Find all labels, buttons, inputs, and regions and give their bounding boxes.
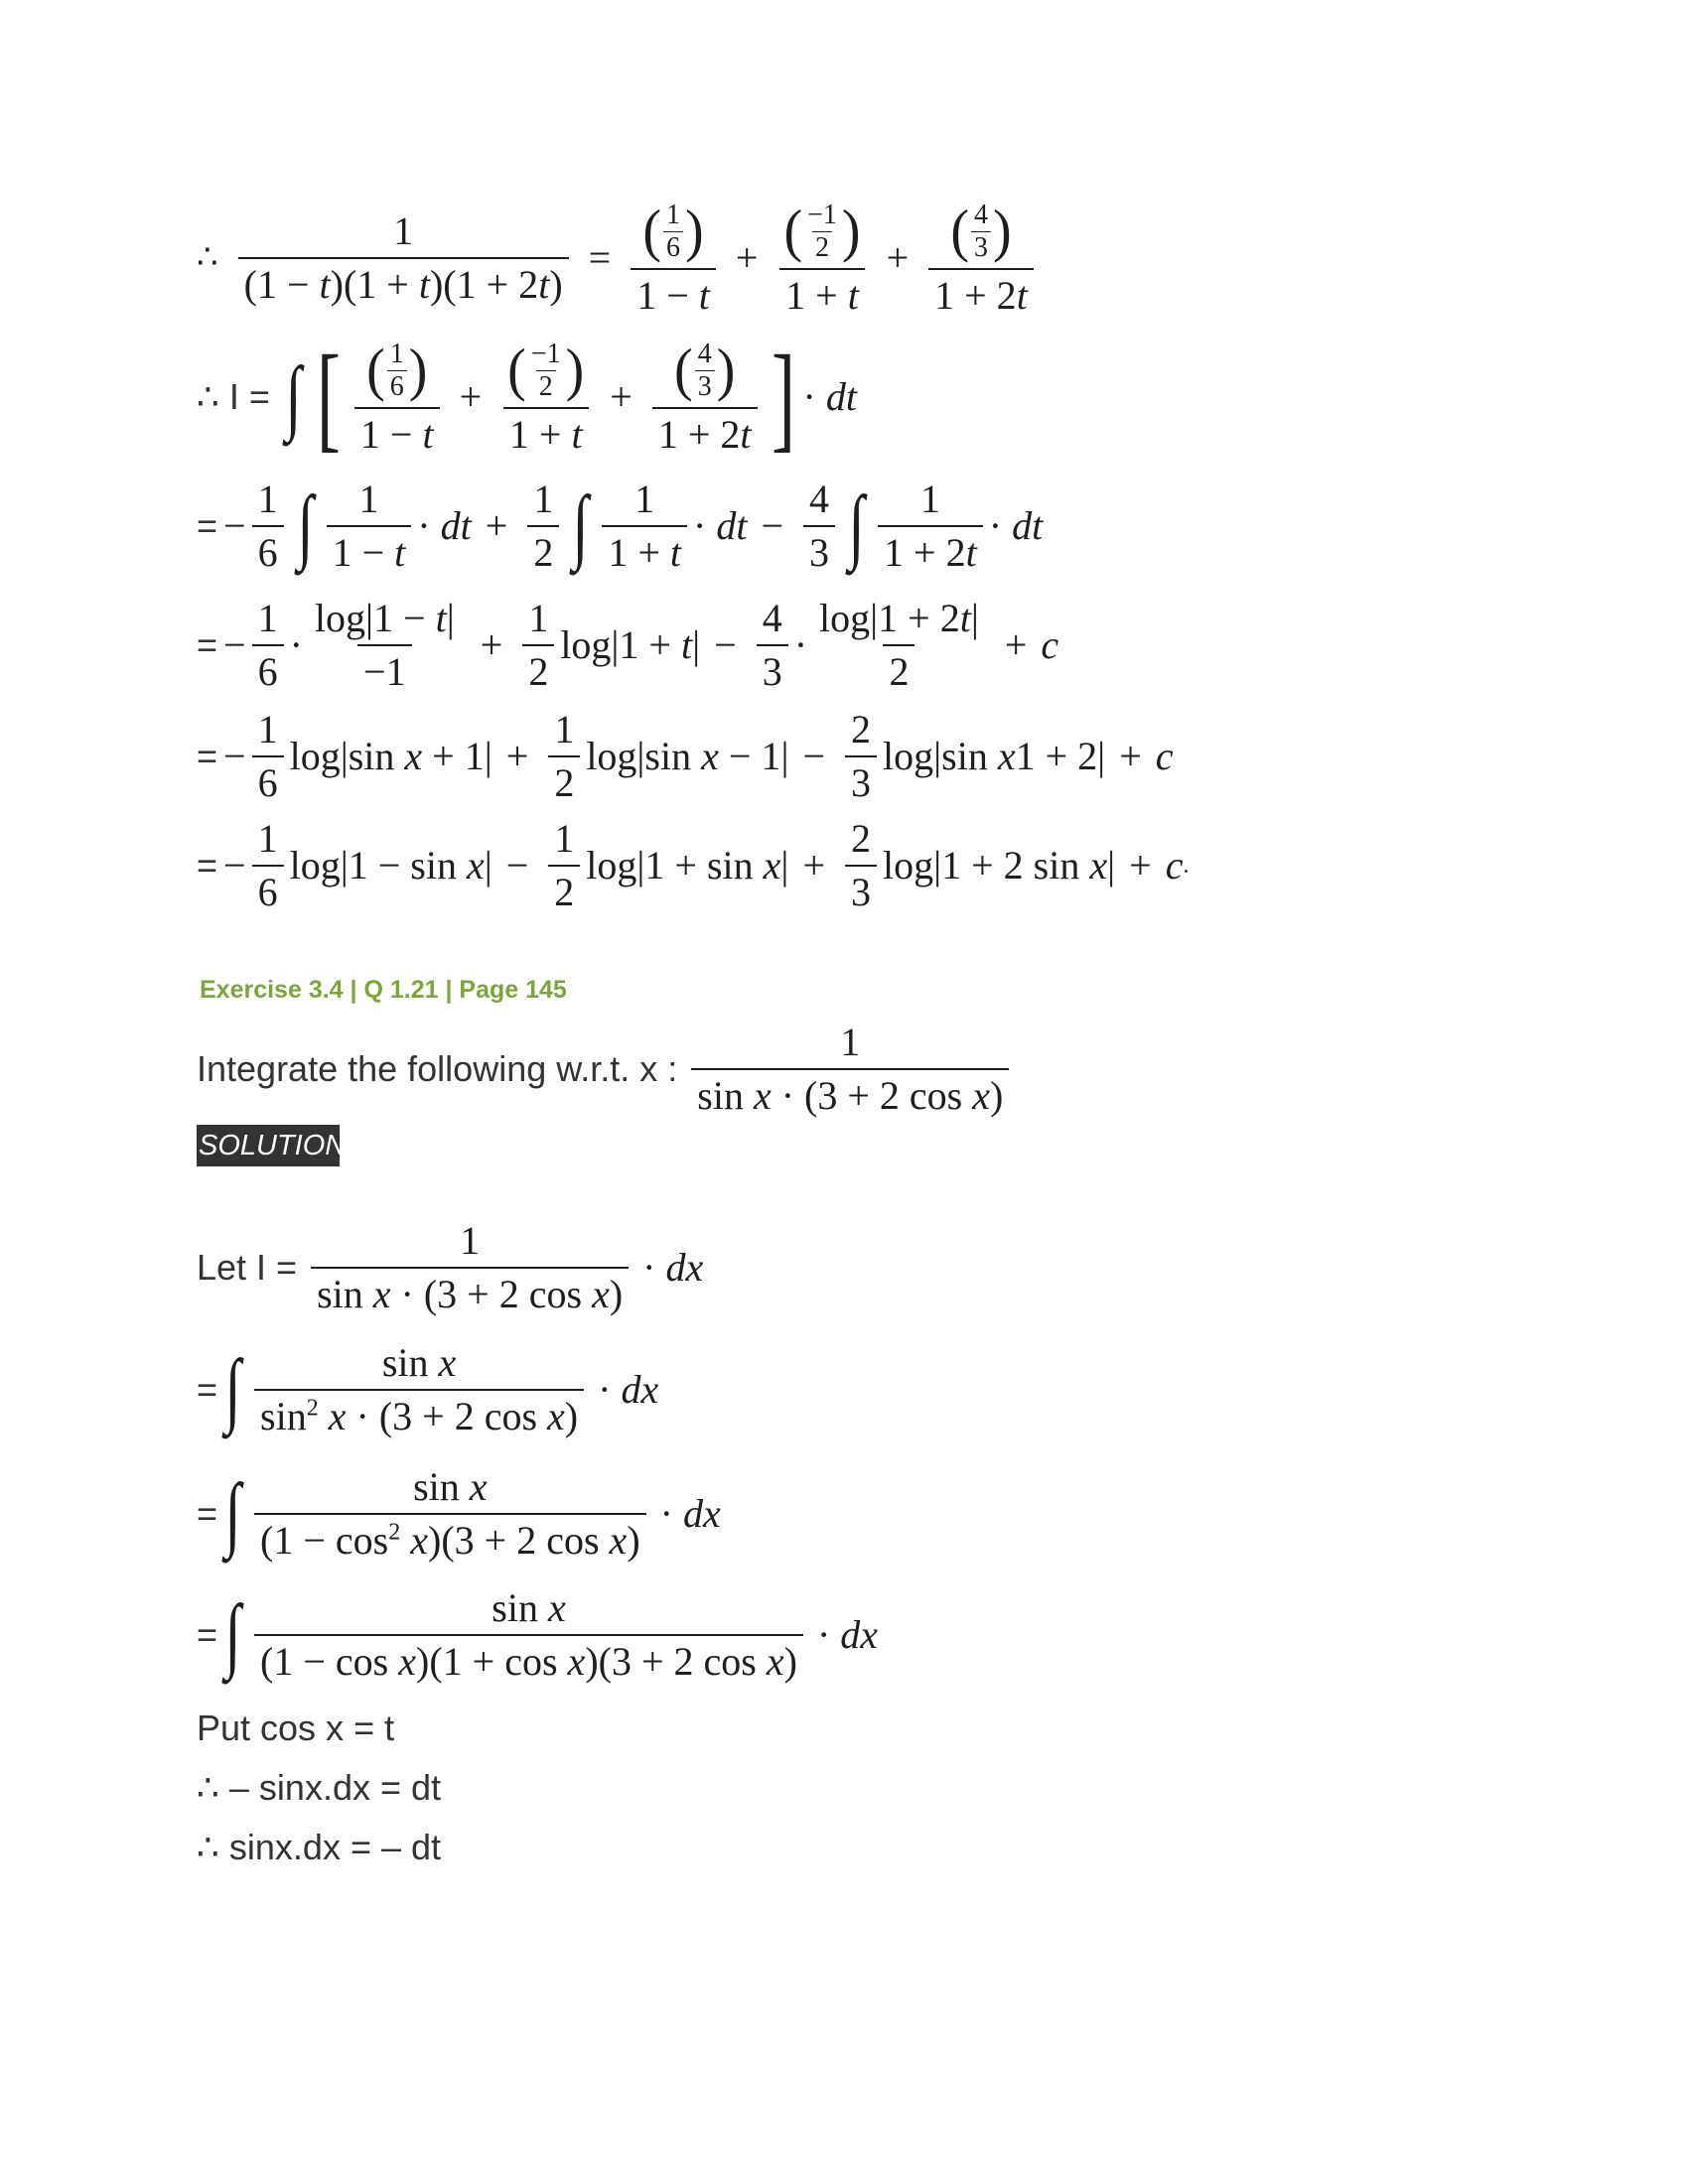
question-line <box>197 1015 1015 1124</box>
split-integrals-line: = − $\frac{1}{6}$ ∫ $\frac{1}{1 - t}$ · dt + $\frac{1}{2}$ ∫ $\frac{1}{1 + t}$ · dt − $\frac{4}{3}$ ∫ $\frac{1}{1 + 2t}$ · dt <box>197 477 1044 575</box>
therefore-symbol: ∴ <box>197 239 218 276</box>
sign-flip-line: ∴ sinx.dx = – dt <box>197 1827 442 1867</box>
integral-step-1: = ∫ $\frac{\text{sin x}}{\sin^2 x \cdot (3 + 2 \cos x)}$ · dx <box>197 1340 659 1438</box>
let-prefix: Let I = <box>197 1247 298 1288</box>
integral-step-3: = ∫ $\frac{\text{sin x}}{\text{(1 − cos x)(1 + cos x)(3 + 2 cos x)}}$ · dx <box>197 1585 879 1684</box>
therefore-I-label: ∴ I = <box>197 376 270 417</box>
log-terms-t-line: = − $\frac{1}{6}$ · $\frac{\log|1 - t|}{-1}$ + $\frac{1}{2}$ log|1 + t| − $\frac{4}{3}$ · $\frac{\log|1 + 2t|}{2}$ + c <box>197 596 1059 694</box>
integral-step-2: = ∫ $\frac{\text{sin x}}{(1 - \cos^2 x)(3 + 2 \cos x)}$ · dx <box>197 1464 721 1563</box>
derivative-line: ∴ – sinx.dx = dt <box>197 1767 442 1808</box>
exercise-heading: Exercise 3.4 | Q 1.21 | Page 145 <box>200 976 567 1004</box>
lhs-fraction: $\frac{1}{(1 - t)(1 + t)(1 + 2t)}$ <box>238 211 569 305</box>
question-prefix: Integrate the following w.r.t. x : <box>197 1048 678 1089</box>
final-answer-line: = − $\frac{1}{6}$ log|1 − sin x| − $\frac{1}{2}$ log|1 + sin x| + $\frac{2}{3}$ log|1 + 2 sin x| + c . <box>197 816 1190 914</box>
solution-label: SOLUTION <box>197 1125 340 1166</box>
term-minus-half: ( −1 2 ) 1 + t <box>777 202 866 316</box>
integral-bracket-equation: ∴ I = ∫ [ ( 1 6 ) 1 − t + ( −1 2 ) 1 + t + ( 4 3 ) 1 + 2t ] · dt <box>197 331 857 463</box>
substitution-line: Put cos x = t <box>197 1707 395 1748</box>
question-integrand: $\frac{1}{\text{sin x · (3 + 2 cos x)}}$ <box>691 1023 1009 1116</box>
let-I-line: Let I = $\frac{1}{\text{sin x · (3 + 2 cos x)}}$ · dx <box>197 1218 704 1316</box>
partial-fraction-equation: ∴ $\frac{1}{(1 - t)(1 + t)(1 + 2t)}$ = ( 1 6 ) 1 − t + ( −1 2 ) 1 + t + ( 4 3 ) 1 + 2t <box>197 199 1040 318</box>
term-four-thirds: ( 4 3 ) 1 + 2t <box>928 202 1034 316</box>
term-one-sixth: ( 1 6 ) 1 − t <box>631 202 716 316</box>
log-terms-sin-line-1: = − $\frac{1}{6}$ log|sin x + 1| + $\frac{1}{2}$ log|sin x − 1| − $\frac{2}{3}$ log|sin x1 + 2| + c <box>197 707 1174 805</box>
